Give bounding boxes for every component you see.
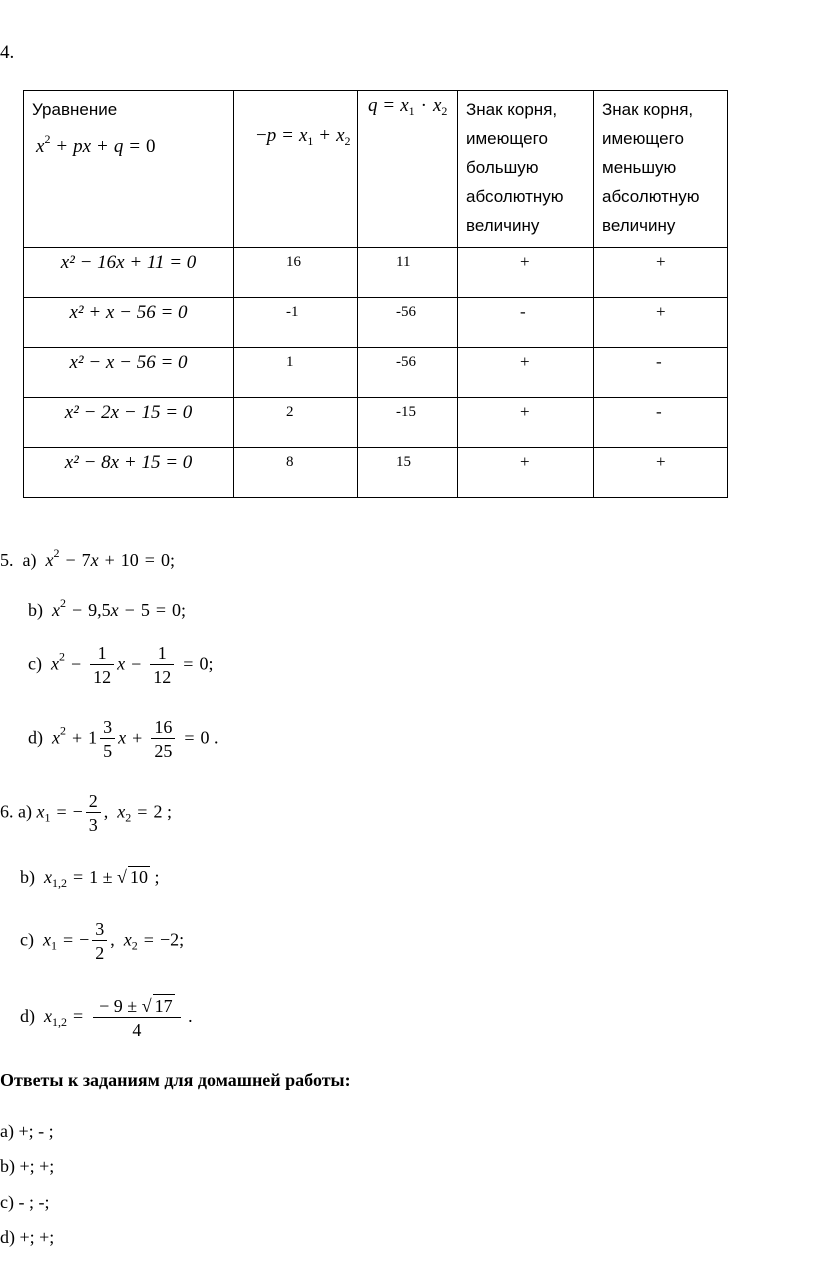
eq-cell	[24, 398, 234, 448]
row-larger: -	[520, 302, 526, 321]
row-product: 15	[396, 454, 411, 470]
row-equation: x² − x − 56 = 0	[69, 352, 188, 373]
homework-answer-b: b) +; +;	[0, 1156, 55, 1176]
row-smaller: +	[656, 252, 666, 271]
product-cell	[358, 248, 458, 298]
sum-cell	[234, 298, 358, 348]
header-larger-root-text: Знак корня, имеющего большую абсолютную величину	[466, 100, 564, 235]
product-cell	[358, 348, 458, 398]
product-cell	[358, 398, 458, 448]
row-larger: +	[520, 452, 530, 471]
row-equation: x² − 8x + 15 = 0	[64, 452, 193, 473]
table-row	[24, 448, 728, 498]
header-equation-cell	[24, 91, 234, 248]
product-cell	[358, 448, 458, 498]
larger-sign-cell	[458, 348, 594, 398]
table-row	[24, 398, 728, 448]
row-larger: +	[520, 402, 530, 421]
table-row	[24, 248, 728, 298]
header-product-cell	[358, 91, 458, 248]
smaller-sign-cell	[594, 248, 728, 298]
larger-sign-cell	[458, 398, 594, 448]
row-equation: x² − 16x + 11 = 0	[60, 252, 197, 273]
row-product: -15	[396, 404, 416, 420]
section-5-item-d: d) $x^2 + 1$ $\frac{3}{5}$ x + $\frac{16}{25}$ = 0 .	[28, 717, 219, 761]
row-sum: 8	[286, 454, 294, 470]
sum-cell	[234, 348, 358, 398]
row-smaller: +	[656, 302, 666, 321]
eq-cell	[24, 298, 234, 348]
sum-cell	[234, 398, 358, 448]
smaller-sign-cell	[594, 348, 728, 398]
row-equation: x² + x − 56 = 0	[69, 302, 188, 323]
row-sum: 2	[286, 404, 294, 420]
homework-answer-d: d) +; +;	[0, 1227, 55, 1247]
row-product: 11	[396, 254, 411, 270]
row-sum: 1	[286, 354, 294, 370]
roots-sign-table	[23, 90, 728, 498]
header-sum-formula: $-p = x_1 + x_2$	[256, 125, 351, 148]
table-row	[24, 298, 728, 348]
section-5-item-c: c) $x^2$ − $\frac{1}{12}$ x − $\frac{1}{12}$ = 0;	[28, 643, 214, 687]
table-header-row	[24, 91, 728, 248]
larger-sign-cell	[458, 248, 594, 298]
header-smaller-root-cell	[594, 91, 728, 248]
row-smaller: -	[656, 352, 662, 371]
row-product: -56	[396, 354, 416, 370]
eq-cell	[24, 348, 234, 398]
eq-cell	[24, 448, 234, 498]
header-product-formula: $q = x_1 \cdot x_2$	[368, 95, 448, 118]
header-larger-root-cell	[458, 91, 594, 248]
row-larger: +	[520, 252, 530, 271]
row-larger: +	[520, 352, 530, 371]
row-smaller: -	[656, 402, 662, 421]
smaller-sign-cell	[594, 398, 728, 448]
homework-answer-c: c) - ; -;	[0, 1192, 50, 1212]
homework-answer-a: a) +; - ;	[0, 1121, 54, 1141]
section-6-item-b: b) $x_{1,2} = 1$ ± √ 10 ;	[20, 867, 160, 890]
larger-sign-cell	[458, 448, 594, 498]
header-smaller-root-text: Знак корня, имеющего меньшую абсолютную величину	[602, 100, 700, 235]
table-row	[24, 348, 728, 398]
row-product: -56	[396, 304, 416, 320]
row-sum: 16	[286, 254, 301, 270]
section-6-item-c: c) $x_1$ = − $\frac{3}{2}$ , $x_2 = -2$;	[20, 919, 185, 963]
header-sum-cell	[234, 91, 358, 248]
smaller-sign-cell	[594, 298, 728, 348]
row-sum: -1	[286, 304, 299, 320]
smaller-sign-cell	[594, 448, 728, 498]
header-general-equation: $x^2$ + px + q = 0	[36, 132, 156, 157]
section-4-number: 4.	[0, 42, 15, 63]
sum-cell	[234, 448, 358, 498]
homework-title: Ответы к заданиям для домашней работы:	[0, 1070, 351, 1090]
product-cell	[358, 298, 458, 348]
row-equation: x² − 2x − 15 = 0	[64, 402, 193, 423]
section-5-item-b: b) $x^2 - 9,5x - 5 = 0$;	[28, 596, 186, 620]
section-5-item-a: 5. a) $x^2 - 7x + 10 = 0$;	[0, 546, 175, 570]
eq-cell	[24, 248, 234, 298]
row-smaller: +	[656, 452, 666, 471]
section-6-item-d: d) $x_{1,2}$ = $\frac{- 9 \pm √ 17}{4}$ .	[20, 996, 193, 1040]
header-equation-title: Уравнение	[32, 100, 118, 119]
larger-sign-cell	[458, 298, 594, 348]
sum-cell	[234, 248, 358, 298]
section-6-item-a: 6. a) $x_1$ = − $\frac{2}{3}$ , $x_2 = 2$ ;	[0, 791, 172, 835]
